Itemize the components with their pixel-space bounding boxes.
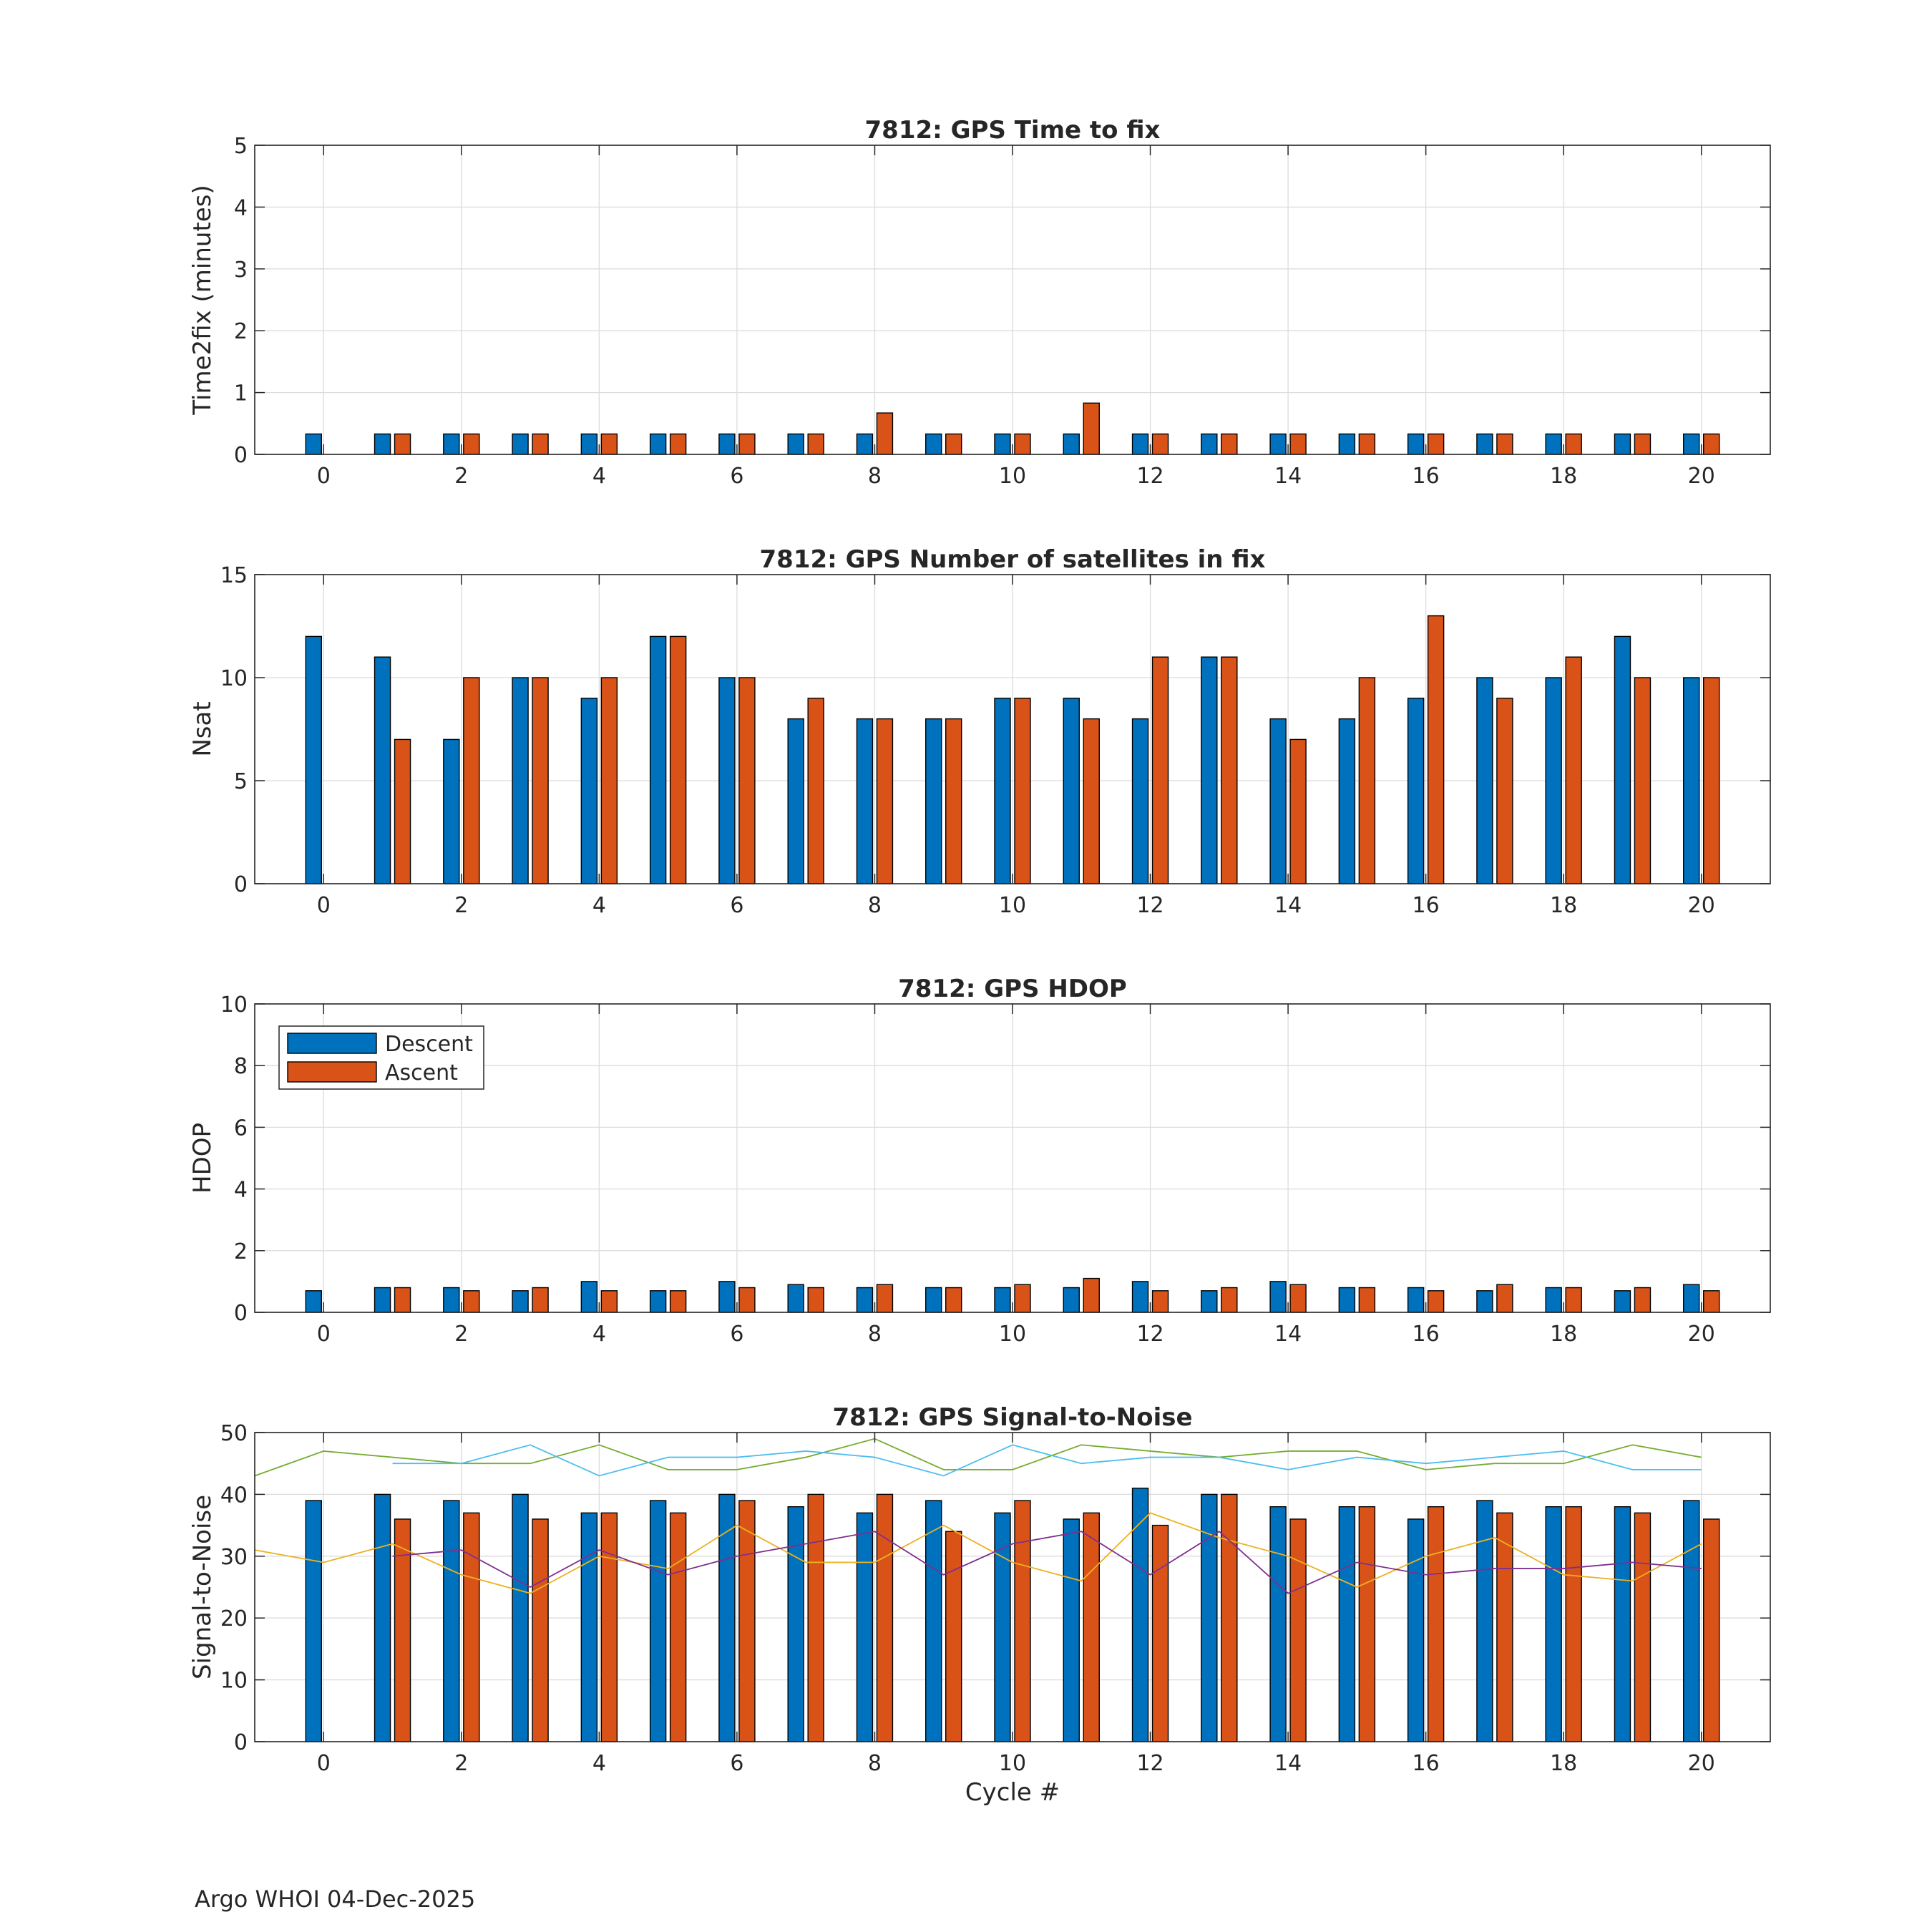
chart2-bar-ascent (601, 678, 617, 884)
chart2-bar-descent (375, 657, 391, 884)
chart4-ytick-label: 30 (220, 1544, 248, 1570)
chart2-title: 7812: GPS Number of satellites in fix (759, 545, 1266, 574)
chart1-bar-ascent (1153, 434, 1169, 454)
chart2-bar-descent (306, 636, 321, 884)
chart1-bar-descent (1270, 434, 1286, 454)
chart1-xtick-label: 14 (1274, 464, 1302, 489)
chart1-bar-descent (1201, 434, 1217, 454)
chart4-bar-descent (1339, 1507, 1355, 1742)
chart1-bar-ascent (601, 434, 617, 454)
chart4-xlabel: Cycle # (965, 1778, 1060, 1807)
chart3-bar-descent (512, 1291, 528, 1312)
chart3-bar-ascent (1221, 1288, 1237, 1312)
chart1-xtick-label: 6 (730, 464, 744, 489)
chart1-ytick-label: 0 (233, 443, 248, 468)
chart3-bar-descent (1270, 1282, 1286, 1312)
chart4-ytick-label: 10 (220, 1668, 248, 1694)
chart2-bar-ascent (395, 739, 411, 884)
chart3-xtick-label: 20 (1687, 1322, 1715, 1347)
chart1-xtick-label: 16 (1412, 464, 1440, 489)
chart1-bar-ascent (1704, 434, 1719, 454)
chart2-bar-ascent (1497, 698, 1513, 884)
chart2-bar-descent (512, 678, 528, 884)
chart1-bar-ascent (532, 434, 548, 454)
chart3-bar-descent (1477, 1291, 1493, 1312)
chart1-bar-ascent (877, 413, 892, 454)
chart4-xtick-label: 18 (1550, 1751, 1578, 1776)
chart3-xtick-label: 6 (730, 1322, 744, 1347)
chart4-ytick-label: 0 (233, 1730, 248, 1755)
chart4-bar-descent (512, 1494, 528, 1742)
chart4-xtick-label: 2 (454, 1751, 469, 1776)
chart1-bar-descent (375, 434, 391, 454)
chart4-xtick-label: 16 (1412, 1751, 1440, 1776)
chart3-bar-ascent (877, 1284, 892, 1312)
chart4-xtick-label: 0 (316, 1751, 331, 1776)
chart2-bar-ascent (877, 719, 892, 884)
chart4-bar-ascent (395, 1519, 411, 1742)
chart3-xtick-label: 14 (1274, 1322, 1302, 1347)
chart4-bar-descent (788, 1507, 804, 1742)
chart3-bar-descent (1546, 1288, 1561, 1312)
chart4-xtick-label: 8 (867, 1751, 882, 1776)
chart1-bar-ascent (1015, 434, 1030, 454)
chart2-bar-ascent (1083, 719, 1099, 884)
chart4-bar-descent (1270, 1507, 1286, 1742)
chart2-bar-ascent (1290, 739, 1306, 884)
chart4-bar-ascent (1015, 1501, 1030, 1742)
chart2-bar-ascent (739, 678, 755, 884)
chart3-bar-ascent (395, 1288, 411, 1312)
chart3-bar-descent (995, 1288, 1010, 1312)
chart3-ytick-label: 0 (233, 1301, 248, 1326)
chart2-bar-ascent (532, 678, 548, 884)
chart2-xtick-label: 0 (316, 893, 331, 918)
chart1-bar-descent (857, 434, 872, 454)
chart1-bar-ascent (1634, 434, 1650, 454)
chart1-bar-descent (1133, 434, 1148, 454)
chart1-bar-descent (1339, 434, 1355, 454)
chart3-ytick-label: 4 (233, 1177, 248, 1203)
chart2-bar-ascent (1634, 678, 1650, 884)
chart2-xtick-label: 20 (1687, 893, 1715, 918)
chart1-bar-descent (719, 434, 735, 454)
legend-label-ascent: Ascent (385, 1060, 458, 1085)
chart3-bar-descent (926, 1288, 942, 1312)
chart2-bar-descent (581, 698, 597, 884)
chart3-bar-ascent (532, 1288, 548, 1312)
chart4-bar-ascent (1153, 1526, 1169, 1742)
chart1-bar-descent (650, 434, 666, 454)
chart2-xtick-label: 14 (1274, 893, 1302, 918)
chart2-bar-descent (444, 739, 459, 884)
chart1-ytick-label: 4 (233, 195, 248, 221)
chart4-xtick-label: 6 (730, 1751, 744, 1776)
chart4-bar-ascent (1290, 1519, 1306, 1742)
chart2-bar-descent (788, 719, 804, 884)
chart3-bar-ascent (808, 1288, 824, 1312)
chart1-bar-ascent (1083, 403, 1099, 454)
chart3-xtick-label: 2 (454, 1322, 469, 1347)
chart1-bar-descent (306, 434, 321, 454)
chart1-ytick-label: 1 (233, 381, 248, 406)
chart2-ytick-label: 0 (233, 872, 248, 897)
chart1-bar-ascent (464, 434, 479, 454)
chart2-bar-ascent (1153, 657, 1169, 884)
chart4-xtick-label: 14 (1274, 1751, 1302, 1776)
chart1-ylabel: Time2fix (minutes) (188, 185, 217, 415)
chart1-bar-ascent (808, 434, 824, 454)
chart1-bar-descent (581, 434, 597, 454)
chart4-bar-descent (306, 1501, 321, 1742)
legend-swatch-descent (288, 1033, 376, 1053)
chart4-bar-ascent (1566, 1507, 1581, 1742)
chart4-ylabel: Signal-to-Noise (188, 1494, 217, 1680)
chart4-bar-descent (926, 1501, 942, 1742)
chart2-xtick-label: 8 (867, 893, 882, 918)
chart1-xtick-label: 18 (1550, 464, 1578, 489)
chart1-xtick-label: 2 (454, 464, 469, 489)
chart4-bar-ascent (1083, 1513, 1099, 1742)
chart4-bar-descent (375, 1494, 391, 1742)
chart3-bar-descent (857, 1288, 872, 1312)
chart3-xtick-label: 8 (867, 1322, 882, 1347)
chart2-bar-ascent (464, 678, 479, 884)
chart3-xtick-label: 18 (1550, 1322, 1578, 1347)
chart1-title: 7812: GPS Time to fix (864, 116, 1161, 145)
chart1-bar-descent (1546, 434, 1561, 454)
legend-label-descent: Descent (385, 1032, 473, 1057)
chart4-bar-ascent (601, 1513, 617, 1742)
chart4-bar-ascent (1634, 1513, 1650, 1742)
chart2-bar-descent (1133, 719, 1148, 884)
chart1-xtick-label: 4 (592, 464, 606, 489)
chart2-ytick-label: 10 (220, 666, 248, 691)
chart3-ytick-label: 8 (233, 1054, 248, 1080)
chart3-bar-ascent (1566, 1288, 1581, 1312)
chart3-bar-ascent (946, 1288, 962, 1312)
chart2-xtick-label: 12 (1136, 893, 1164, 918)
chart1-bar-ascent (1221, 434, 1237, 454)
chart3-bar-ascent (601, 1291, 617, 1312)
chart1-ytick-label: 2 (233, 319, 248, 345)
chart2-xtick-label: 4 (592, 893, 606, 918)
chart3-ytick-label: 6 (233, 1116, 248, 1141)
chart1-xtick-label: 0 (316, 464, 331, 489)
chart4-bar-descent (1408, 1519, 1424, 1742)
chart3-bar-ascent (1428, 1291, 1444, 1312)
chart4-bar-ascent (808, 1494, 824, 1742)
chart2-xtick-label: 18 (1550, 893, 1578, 918)
chart4-bar-ascent (532, 1519, 548, 1742)
chart4-bar-ascent (739, 1501, 755, 1742)
chart1-xtick-label: 12 (1136, 464, 1164, 489)
chart2-bar-ascent (1359, 678, 1375, 884)
chart3-bar-ascent (1083, 1279, 1099, 1312)
chart4-ytick-label: 50 (220, 1421, 248, 1446)
chart2-bar-descent (1684, 678, 1699, 884)
chart1-bar-ascent (1428, 434, 1444, 454)
chart3-bar-ascent (1290, 1284, 1306, 1312)
chart4-bar-ascent (670, 1513, 686, 1742)
chart3-bar-descent (1201, 1291, 1217, 1312)
chart3-bar-ascent (1634, 1288, 1650, 1312)
chart2-bar-descent (719, 678, 735, 884)
chart4-bar-ascent (946, 1531, 962, 1742)
chart3-bar-descent (650, 1291, 666, 1312)
chart2-ytick-label: 5 (233, 769, 248, 794)
chart2-xtick-label: 2 (454, 893, 469, 918)
chart2-bar-descent (1614, 636, 1630, 884)
legend-swatch-ascent (288, 1062, 376, 1082)
chart1-bar-ascent (1359, 434, 1375, 454)
chart3-title: 7812: GPS HDOP (898, 975, 1127, 1003)
chart2-bar-descent (926, 719, 942, 884)
chart3-bar-descent (444, 1288, 459, 1312)
chart2-xtick-label: 6 (730, 893, 744, 918)
chart1-bar-descent (1684, 434, 1699, 454)
chart2-bar-descent (1063, 698, 1079, 884)
footer-text: Argo WHOI 04-Dec-2025 (195, 1885, 476, 1913)
chart4-bar-descent (1477, 1501, 1493, 1742)
chart2-bar-descent (1477, 678, 1493, 884)
chart3-ytick-label: 10 (220, 992, 248, 1018)
chart1-bar-descent (1477, 434, 1493, 454)
chart2-bar-ascent (1221, 657, 1237, 884)
chart2-bar-ascent (1015, 698, 1030, 884)
chart4-title: 7812: GPS Signal-to-Noise (832, 1403, 1193, 1432)
chart4-bar-descent (1684, 1501, 1699, 1742)
chart1-ytick-label: 5 (233, 134, 248, 159)
chart3-bar-descent (1339, 1288, 1355, 1312)
chart2-bar-descent (1201, 657, 1217, 884)
chart1-bar-descent (1408, 434, 1424, 454)
chart4-bar-ascent (1221, 1494, 1237, 1742)
chart3-bar-ascent (1153, 1291, 1169, 1312)
chart4-bar-descent (995, 1513, 1010, 1742)
chart2-bar-ascent (1704, 678, 1719, 884)
chart4-bar-descent (1546, 1507, 1561, 1742)
chart4-bar-ascent (1497, 1513, 1513, 1742)
chart1-bar-ascent (1497, 434, 1513, 454)
chart4-ytick-label: 20 (220, 1606, 248, 1632)
chart3-bar-ascent (670, 1291, 686, 1312)
chart4-bar-descent (1063, 1519, 1079, 1742)
chart2-bar-descent (1339, 719, 1355, 884)
chart1-bar-ascent (395, 434, 411, 454)
chart1-bar-ascent (946, 434, 962, 454)
chart2-bar-ascent (670, 636, 686, 884)
chart3-bar-ascent (1704, 1291, 1719, 1312)
chart4-bar-descent (650, 1501, 666, 1742)
chart1-bar-descent (444, 434, 459, 454)
chart2-bar-descent (1408, 698, 1424, 884)
chart3-ylabel: HDOP (188, 1122, 217, 1194)
chart2-bar-ascent (1566, 657, 1581, 884)
chart1-bar-descent (926, 434, 942, 454)
chart3-xtick-label: 0 (316, 1322, 331, 1347)
chart1-bar-ascent (670, 434, 686, 454)
chart3-ytick-label: 2 (233, 1239, 248, 1264)
chart4-xtick-label: 10 (998, 1751, 1027, 1776)
chart1-bar-ascent (1566, 434, 1581, 454)
chart3-bar-ascent (1015, 1284, 1030, 1312)
chart2-bar-ascent (946, 719, 962, 884)
chart1-xtick-label: 8 (867, 464, 882, 489)
chart1-bar-descent (512, 434, 528, 454)
chart3-bar-descent (306, 1291, 321, 1312)
chart3-bar-descent (1408, 1288, 1424, 1312)
chart3-bar-ascent (739, 1288, 755, 1312)
chart3-xtick-label: 16 (1412, 1322, 1440, 1347)
chart3-xtick-label: 12 (1136, 1322, 1164, 1347)
chart2-bar-ascent (808, 698, 824, 884)
chart2-xtick-label: 10 (998, 893, 1027, 918)
chart1-ytick-label: 3 (233, 257, 248, 283)
chart2-bar-descent (650, 636, 666, 884)
chart1-bar-ascent (739, 434, 755, 454)
chart3-bar-descent (788, 1284, 804, 1312)
chart1-bar-ascent (1290, 434, 1306, 454)
chart4-bar-ascent (877, 1494, 892, 1742)
chart4-bar-ascent (1359, 1507, 1375, 1742)
chart4-xtick-label: 20 (1687, 1751, 1715, 1776)
chart3-bar-descent (1684, 1284, 1699, 1312)
chart2-bar-descent (857, 719, 872, 884)
chart2-ylabel: Nsat (188, 701, 217, 757)
chart1-bar-descent (788, 434, 804, 454)
chart4-bar-descent (444, 1501, 459, 1742)
chart3-bar-descent (1614, 1291, 1630, 1312)
chart1-bar-descent (995, 434, 1010, 454)
chart3-bar-descent (581, 1282, 597, 1312)
chart1-xtick-label: 20 (1687, 464, 1715, 489)
chart4-bar-descent (1614, 1507, 1630, 1742)
chart4-bar-ascent (464, 1513, 479, 1742)
chart2-bar-ascent (1428, 616, 1444, 884)
chart3-xtick-label: 4 (592, 1322, 606, 1347)
chart3-bar-ascent (1359, 1288, 1375, 1312)
chart4-bar-ascent (1428, 1507, 1444, 1742)
chart1-xtick-label: 10 (998, 464, 1027, 489)
chart3-bar-descent (1063, 1288, 1079, 1312)
chart4-bar-descent (857, 1513, 872, 1742)
chart2-bar-descent (1270, 719, 1286, 884)
chart4-bar-ascent (1704, 1519, 1719, 1742)
chart4-xtick-label: 12 (1136, 1751, 1164, 1776)
chart3-bar-ascent (464, 1291, 479, 1312)
chart1-bar-descent (1614, 434, 1630, 454)
chart3-bar-descent (375, 1288, 391, 1312)
chart3-bar-descent (1133, 1282, 1148, 1312)
chart2-xtick-label: 16 (1412, 893, 1440, 918)
chart3-xtick-label: 10 (998, 1322, 1027, 1347)
chart3-bar-ascent (1497, 1284, 1513, 1312)
chart1-bar-descent (1063, 434, 1079, 454)
chart2-ytick-label: 15 (220, 563, 248, 588)
chart4-xtick-label: 4 (592, 1751, 606, 1776)
chart3-bar-descent (719, 1282, 735, 1312)
chart4-bar-descent (1133, 1488, 1148, 1742)
chart4-bar-descent (581, 1513, 597, 1742)
chart2-bar-descent (995, 698, 1010, 884)
chart4-ytick-label: 40 (220, 1483, 248, 1508)
chart2-bar-descent (1546, 678, 1561, 884)
